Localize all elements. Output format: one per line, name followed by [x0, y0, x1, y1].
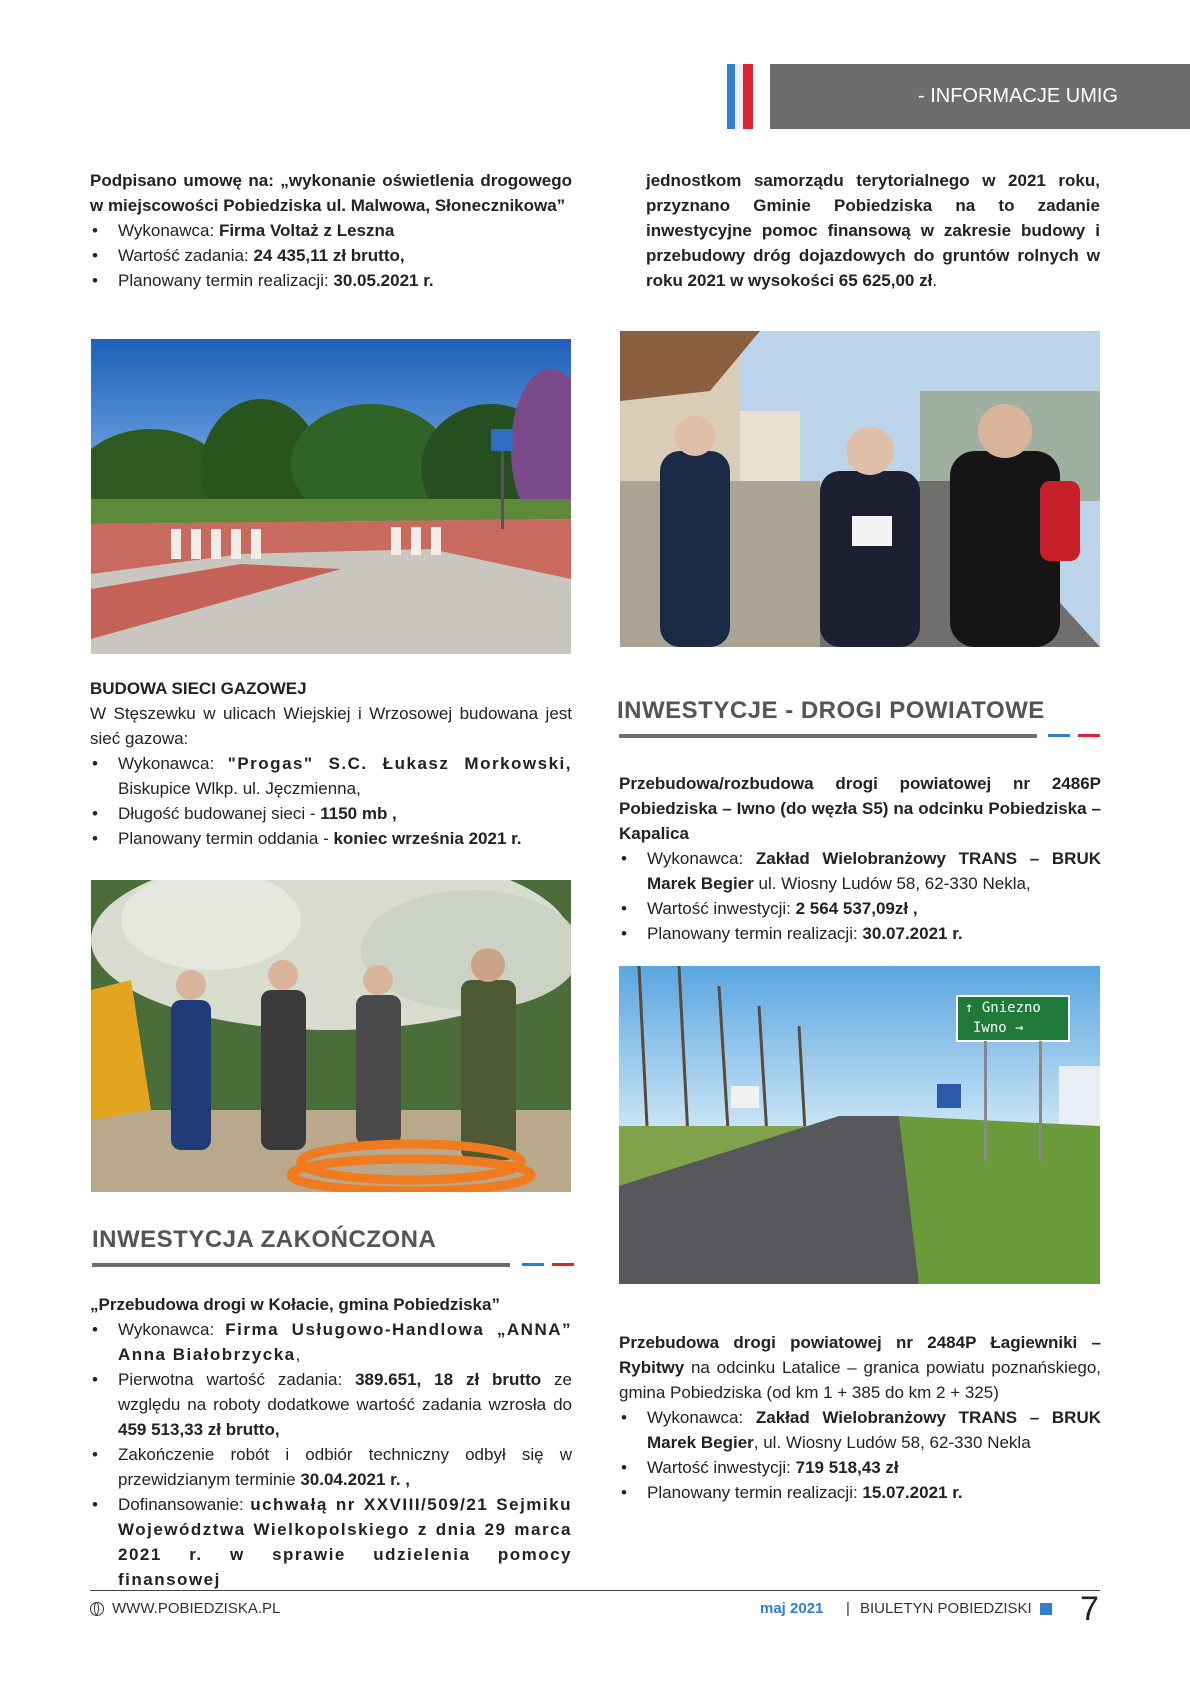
gas-heading: BUDOWA SIECI GAZOWEJ: [90, 679, 307, 698]
footer-website[interactable]: WWW.POBIEDZISKA.PL: [90, 1600, 280, 1617]
footer-separator: |: [846, 1600, 850, 1617]
contract-list: [90, 218, 572, 293]
section-label-bar: [770, 64, 1190, 129]
list-item: • Wykonawca: "Progas" S.C. Łukasz Morkowski, Biskupice Wlkp. ul. Jęczmienna,: [90, 751, 572, 801]
list-item: • Wartość inwestycji: 719 518,43 zł: [619, 1455, 1101, 1480]
photo-road-inspection: [620, 331, 1100, 647]
list-item: • Wykonawca: Zakład Wielobranżowy TRANS – BRUK Marek Begier, ul. Wiosny Ludów 58, 62-330 Nekla: [619, 1405, 1101, 1455]
finished-subtitle: „Przebudowa drogi w Kołacie, gmina Pobiedziska”: [90, 1295, 500, 1314]
list-item: • Wykonawca: Firma Voltaż z Leszna: [90, 218, 572, 243]
contract-title: Podpisano umowę na: „wykonanie oświetlenia drogowego w miejscowości Pobiedziska ul. Malwowa, Słonecznikowa”: [90, 171, 572, 215]
road1-block: [619, 771, 1101, 946]
list-item: • Planowany termin oddania - koniec września 2021 r.: [90, 826, 572, 851]
list-item: • Zakończenie robót i odbiór techniczny odbył się w przewidzianym terminie 30.04.2021 r. ,: [90, 1442, 572, 1492]
list-item: • Planowany termin realizacji: 30.07.2021 r.: [619, 921, 1101, 946]
accent-dash-blue: [522, 1263, 544, 1266]
globe-icon: [90, 1602, 104, 1616]
contract-block: [90, 168, 572, 293]
continued-text: jednostkom samorządu terytorialnego w 2021 roku, przyznano Gminie Pobiedziska na to zadanie inwestycyjne pomoc finansową w zakresie budowy i przebudowy dróg dojazdowych do gruntów rolnych w roku 2021 w wysokości 65 625,00 zł.: [646, 171, 1100, 290]
gas-intro: W Stęszewku w ulicach Wiejskiej i Wrzosowej budowana jest sieć gazowa:: [90, 704, 572, 748]
list-item: • Wykonawca: Zakład Wielobranżowy TRANS – BRUK Marek Begier ul. Wiosny Ludów 58, 62-330 Nekla,: [619, 846, 1101, 896]
gas-block: [90, 676, 572, 851]
accent-dash-blue: [1048, 734, 1070, 737]
road2-title: Przebudowa drogi powiatowej nr 2484P Łagiewniki – Rybitwy na odcinku Latalice – granica powiatu poznańskiego, gmina Pobiedziska (od km 1 + 385 do km 2 + 325): [619, 1333, 1101, 1402]
road-sign: [957, 996, 1069, 1041]
footer-publication: BIULETYN POBIEDZISKI: [860, 1600, 1032, 1617]
accent-dash-red: [1078, 734, 1100, 737]
photo-road-gniezno: [619, 966, 1100, 1284]
road1-title: Przebudowa/rozbudowa drogi powiatowej nr 2486P Pobiedziska – Iwno (do węzła S5) na odcinku Pobiedziska – Kapalica: [619, 774, 1101, 843]
photo-roundabout: [91, 339, 571, 654]
gas-list: [90, 751, 572, 851]
list-item: • Wartość inwestycji: 2 564 537,09zł ,: [619, 896, 1101, 921]
footer-square: [1040, 1603, 1052, 1615]
header-stripe-red: [743, 64, 753, 129]
sign-line-gniezno: ↑ Gniezno: [965, 1000, 1041, 1016]
road2-block: [619, 1330, 1101, 1505]
section-title-finished: INWESTYCJA ZAKOŃCZONA: [92, 1226, 437, 1253]
list-item: • Planowany termin realizacji: 15.07.2021 r.: [619, 1480, 1101, 1505]
road1-list: [619, 846, 1101, 946]
footer-rule: [90, 1590, 1100, 1591]
section-underline: [619, 734, 1037, 738]
accent-dash-red: [552, 1263, 574, 1266]
header-stripe-blue: [727, 64, 735, 129]
finished-block: [90, 1292, 572, 1592]
header-stripe-white: [735, 64, 743, 129]
finished-list: [90, 1317, 572, 1592]
list-item: • Pierwotna wartość zadania: 389.651, 18 zł brutto ze względu na roboty dodatkowe wartość zadania wzrosła do 459 513,33 zł brutto,: [90, 1367, 572, 1442]
list-item: • Wykonawca: Firma Usługowo-Handlowa „ANNA” Anna Białobrzycka,: [90, 1317, 572, 1367]
footer-issue: maj 2021: [760, 1600, 824, 1617]
list-item: • Wartość zadania: 24 435,11 zł brutto,: [90, 243, 572, 268]
continued-block: [646, 168, 1100, 293]
section-title-roads: INWESTYCJE - DROGI POWIATOWE: [617, 697, 1045, 724]
photo-gas-workers: [91, 880, 571, 1192]
section-label: - INFORMACJE UMIG: [918, 85, 1118, 107]
list-item: • Planowany termin realizacji: 30.05.2021 r.: [90, 268, 572, 293]
page-number: 7: [1080, 1590, 1099, 1628]
list-item: • Dofinansowanie: uchwałą nr XXVIII/509/21 Sejmiku Województwa Wielkopolskiego z dnia 29 marca 2021 r. w sprawie udzielenia pomocy finansowej: [90, 1492, 572, 1592]
sign-line-iwno: Iwno →: [973, 1020, 1024, 1036]
list-item: • Długość budowanej sieci - 1150 mb ,: [90, 801, 572, 826]
section-underline: [92, 1263, 510, 1267]
road2-list: [619, 1405, 1101, 1505]
